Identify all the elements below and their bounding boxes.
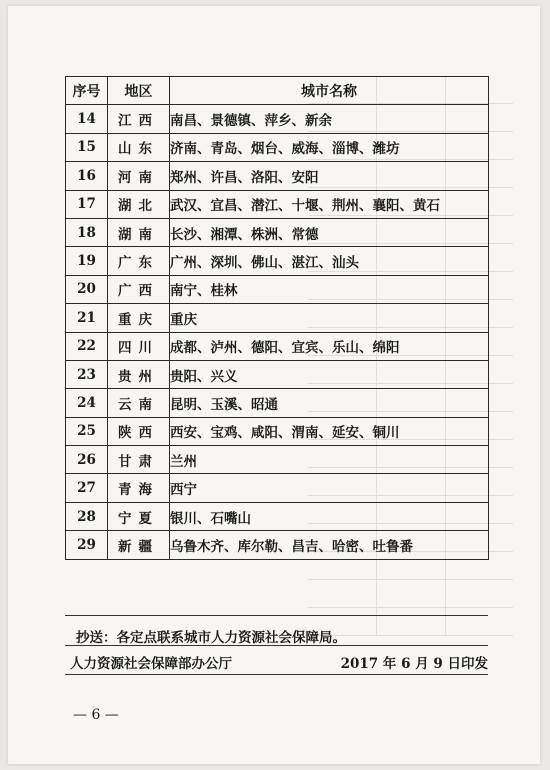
row-region: 青海 [108, 474, 170, 502]
row-cities: 西安、宝鸡、咸阳、渭南、延安、铜川 [170, 417, 489, 445]
city-table [65, 76, 489, 560]
row-region: 甘肃 [108, 446, 170, 474]
header-cities: 城市名称 [170, 77, 489, 105]
footer-rule-middle [65, 645, 488, 646]
row-cities: 贵阳、兴义 [170, 360, 489, 388]
row-cities: 武汉、宜昌、潜江、十堰、荆州、襄阳、黄石 [170, 190, 489, 218]
cc-line: 抄送：各定点联系城市人力资源社会保障局。 [76, 630, 346, 646]
table-row [66, 190, 489, 218]
row-region: 广东 [108, 247, 170, 275]
row-num: 24 [66, 389, 108, 417]
row-cities: 长沙、湘潭、株洲、常德 [170, 218, 489, 246]
table-body [66, 105, 489, 559]
row-num: 19 [66, 247, 108, 275]
row-cities: 南昌、景德镇、萍乡、新余 [170, 105, 489, 133]
row-cities: 银川、石嘴山 [170, 502, 489, 530]
table-row [66, 332, 489, 360]
table-row [66, 304, 489, 332]
row-region: 湖北 [108, 190, 170, 218]
row-cities: 重庆 [170, 304, 489, 332]
row-num: 18 [66, 218, 108, 246]
row-cities: 成都、泸州、德阳、宜宾、乐山、绵阳 [170, 332, 489, 360]
row-num: 15 [66, 133, 108, 161]
page-number: — 6 — [73, 707, 119, 723]
row-num: 29 [66, 531, 108, 559]
table-row [66, 360, 489, 388]
row-cities: 郑州、许昌、洛阳、安阳 [170, 162, 489, 190]
table-row [66, 417, 489, 445]
row-num: 16 [66, 162, 108, 190]
row-num: 25 [66, 417, 108, 445]
table-row [66, 531, 489, 559]
row-cities: 广州、深圳、佛山、湛江、汕头 [170, 247, 489, 275]
row-num: 27 [66, 474, 108, 502]
table-row [66, 446, 489, 474]
table-row [66, 247, 489, 275]
row-num: 17 [66, 190, 108, 218]
table-row [66, 105, 489, 133]
table-row [66, 133, 489, 161]
row-cities: 乌鲁木齐、库尔勒、昌吉、哈密、吐鲁番 [170, 531, 489, 559]
row-region: 贵州 [108, 360, 170, 388]
row-num: 26 [66, 446, 108, 474]
row-region: 四川 [108, 332, 170, 360]
row-num: 22 [66, 332, 108, 360]
row-num: 14 [66, 105, 108, 133]
row-region: 新疆 [108, 531, 170, 559]
table-header-row [66, 77, 489, 105]
row-num: 28 [66, 502, 108, 530]
row-region: 宁夏 [108, 502, 170, 530]
row-cities: 济南、青岛、烟台、威海、淄博、潍坊 [170, 133, 489, 161]
header-num: 序号 [66, 77, 108, 105]
row-region: 广西 [108, 275, 170, 303]
footer-rule-bottom [65, 674, 488, 675]
row-cities: 兰州 [170, 446, 489, 474]
issue-date: 2017 年 6 月 9 日印发 [340, 656, 488, 672]
row-cities: 西宁 [170, 474, 489, 502]
row-region: 江西 [108, 105, 170, 133]
footer-rule-top [65, 615, 488, 616]
table-row [66, 389, 489, 417]
row-region: 河南 [108, 162, 170, 190]
row-region: 陕西 [108, 417, 170, 445]
table-row [66, 502, 489, 530]
row-num: 21 [66, 304, 108, 332]
row-region: 云南 [108, 389, 170, 417]
row-region: 重庆 [108, 304, 170, 332]
row-num: 20 [66, 275, 108, 303]
issuer: 人力资源社会保障部办公厅 [70, 656, 232, 672]
table-row [66, 474, 489, 502]
row-region: 湖南 [108, 218, 170, 246]
row-region: 山东 [108, 133, 170, 161]
row-cities: 昆明、玉溪、昭通 [170, 389, 489, 417]
table-row [66, 218, 489, 246]
table-row [66, 275, 489, 303]
row-num: 23 [66, 360, 108, 388]
table-row [66, 162, 489, 190]
header-region: 地区 [108, 77, 170, 105]
row-cities: 南宁、桂林 [170, 275, 489, 303]
